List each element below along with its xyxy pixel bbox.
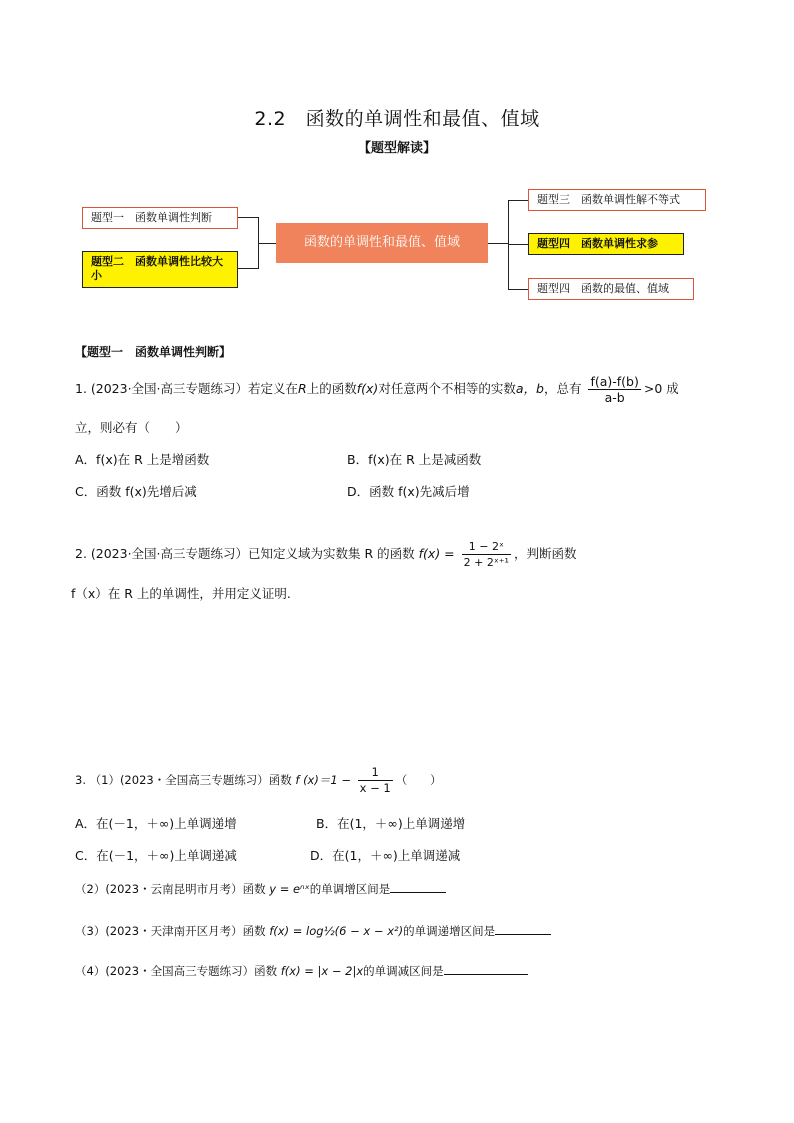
- connector-line: [508, 200, 528, 201]
- q1-function: f(x): [356, 381, 379, 396]
- answer-blank[interactable]: [444, 962, 528, 975]
- q3-fraction: [358, 765, 393, 796]
- q3-sub3-text: 的单调递增区间是: [403, 924, 496, 938]
- fraction-numerator: 1: [358, 765, 393, 781]
- question-2-line1: [75, 539, 576, 570]
- q3-sub2: [75, 880, 446, 897]
- q1-text: ，总有: [543, 381, 582, 396]
- connector-line: [508, 244, 528, 245]
- q3-text: 3. （1）(2023・全国高三专题练习）函数: [75, 773, 292, 787]
- fraction-numerator: f(a)-f(b): [590, 374, 639, 389]
- q1-option-c: C．函数 f(x)先增后减: [75, 484, 197, 499]
- question-1-line2: 立，则必有（ ）: [75, 420, 188, 435]
- q3-sub4: [75, 962, 528, 979]
- connector-line: [238, 217, 258, 218]
- fraction-denominator: a-b: [604, 390, 625, 405]
- q3-sub3-expression: f(x) = log½(6 − x − x²): [269, 924, 404, 938]
- q1-fraction: [588, 374, 640, 405]
- answer-blank[interactable]: [390, 880, 446, 893]
- q1-option-d: D．函数 f(x)先减后增: [347, 484, 470, 499]
- mindmap-node-type1: 题型一 函数单调性判断: [82, 207, 238, 229]
- q3-sub3: [75, 922, 551, 939]
- q3-text: （ ）: [395, 773, 442, 787]
- q3-function: f (x)＝1 −: [295, 773, 351, 787]
- q1-text: 对任意两个不相等的实数: [378, 381, 516, 396]
- mindmap-node-type4-extremum: 题型四 函数的最值、值域: [528, 278, 694, 300]
- q2-text: 2. (2023·全国·高三专题练习）已知定义域为实数集 R 的函数: [75, 546, 415, 561]
- q2-fraction: [462, 539, 511, 570]
- mindmap-node-type3: 题型三 函数单调性解不等式: [528, 189, 706, 211]
- q3-sub2-text: （2）(2023・云南昆明市月考）函数: [75, 882, 266, 896]
- fraction-denominator: 2 + 2ˣ⁺¹: [463, 556, 509, 569]
- q2-function: f(x) =: [418, 546, 455, 561]
- q1-option-b: B．f(x)在 R 上是减函数: [347, 452, 482, 467]
- q3-sub3-text: （3）(2023・天津南开区月考）函数: [75, 924, 266, 938]
- q3-option-c: C．在(－1，＋∞)上单调递减: [75, 848, 237, 863]
- page-subtitle: 【题型解读】: [357, 141, 436, 156]
- connector-line: [488, 243, 508, 244]
- section-heading: 【题型一 函数单调性判断】: [75, 345, 232, 359]
- q3-option-b: B．在(1，＋∞)上单调递增: [316, 816, 466, 831]
- q1-option-a: A．f(x)在 R 上是增函数: [75, 452, 210, 467]
- question-1-line1: [75, 374, 679, 405]
- answer-blank[interactable]: [495, 922, 551, 935]
- q3-option-d: D．在(1，＋∞)上单调递减: [310, 848, 461, 863]
- connector-line: [238, 268, 258, 269]
- q3-sub2-expression: y = eⁿˣ: [269, 882, 310, 896]
- mindmap-node-type2: 题型二 函数单调性比较大小: [82, 251, 238, 288]
- mindmap-node-type4: 题型四 函数单调性求参: [528, 233, 684, 255]
- mindmap-center-node: 函数的单调性和最值、值域: [276, 223, 488, 263]
- question-3-line1: [75, 765, 442, 796]
- connector-line: [508, 289, 528, 290]
- question-2-line2: f（x）在 R 上的单调性，并用定义证明.: [71, 586, 291, 601]
- q1-text: >0 成: [643, 381, 679, 396]
- q1-text: 1. (2023·全国·高三专题练习）若定义在: [75, 381, 299, 396]
- q3-sub4-expression: f(x) = |x − 2|x: [280, 964, 364, 978]
- page-title: 2.2 函数的单调性和最值、值域: [254, 108, 540, 130]
- q1-variables: a，b: [515, 381, 544, 396]
- fraction-denominator: x − 1: [359, 781, 391, 795]
- q3-sub4-text: 的单调减区间是: [363, 964, 444, 978]
- fraction-numerator: 1 − 2ˣ: [462, 539, 511, 555]
- q2-text: ，判断函数: [513, 546, 577, 561]
- q1-text: 上的函数: [306, 381, 357, 396]
- q3-sub2-text: 的单调增区间是: [309, 882, 391, 896]
- connector-line: [258, 243, 276, 244]
- q3-option-a: A．在(－1，＋∞)上单调递增: [75, 816, 237, 831]
- q1-set: R: [298, 381, 307, 396]
- q3-sub4-text: （4）(2023・全国高三专题练习）函数: [75, 964, 278, 978]
